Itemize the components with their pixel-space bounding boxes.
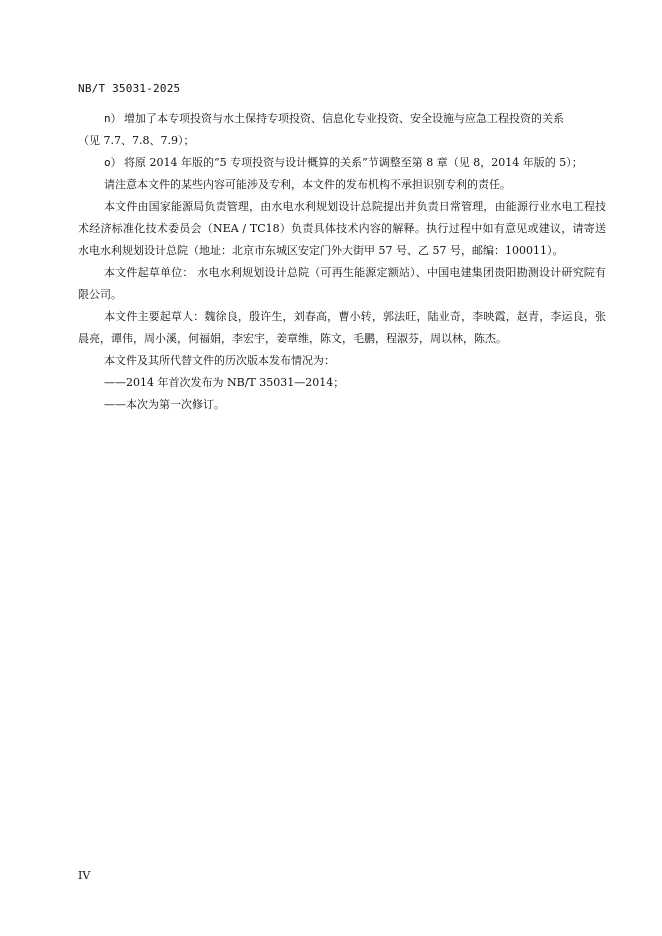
management-paragraph: 本文件由国家能源局负责管理，由水电水利规划设计总院提出并负责日常管理，由能源行业水电工程技术经济标准化技术委员会（NEA / TC18）负责具体技术内容的解释。执行过程中如有意见或建议，请寄送水电水利规划设计总院（地址：北京市东城区安定门外大街甲 57 号、乙 57 号，邮编：100011）。 [78, 200, 606, 257]
item-n-marker: n） [104, 112, 122, 125]
drafters-paragraph: 本文件主要起草人：魏徐良，殷许生，刘春高，曹小转，郭法旺，陆业奇，李映霞，赵青，李运良，张晨亮，谭伟，周小溪，何福娟，李宏宇，姜章维，陈文，毛鹏，程淑芬，周以林，陈杰。 [78, 310, 606, 345]
page-number: IV [78, 869, 91, 882]
patent-notice: 请注意本文件的某些内容可能涉及专利，本文件的发布机构不承担识别专利的责任。 [104, 178, 511, 191]
list-item-n [78, 108, 606, 130]
drafting-units-paragraph: 本文件起草单位： 水电水利规划设计总院（可再生能源定额站）、中国电建集团贵阳勘测设计研究院有限公司。 [78, 266, 606, 301]
item-n-continuation: （见 7.7、7.8、7.9）； [78, 134, 195, 147]
item-o-marker: o） [104, 156, 122, 169]
history-intro: 本文件及其所代替文件的历次版本发布情况为： [104, 354, 335, 367]
item-o-text: 将原 2014 年版的“5 专项投资与设计概算的关系”节调整至第 8 章（见 8，2014 年版的 5）； [124, 156, 583, 169]
list-item-o [78, 152, 606, 174]
foreword-body [78, 108, 606, 416]
item-n-text: 增加了本专项投资与水土保持专项投资、信息化专业投资、安全设施与应急工程投资的关系 [124, 112, 564, 125]
history-item-revision: ——本次为第一次修订。 [104, 398, 225, 411]
history-item-2014: ——2014 年首次发布为 NB/T 35031—2014； [104, 376, 345, 389]
standard-number-header: NB/T 35031-2025 [78, 82, 181, 95]
